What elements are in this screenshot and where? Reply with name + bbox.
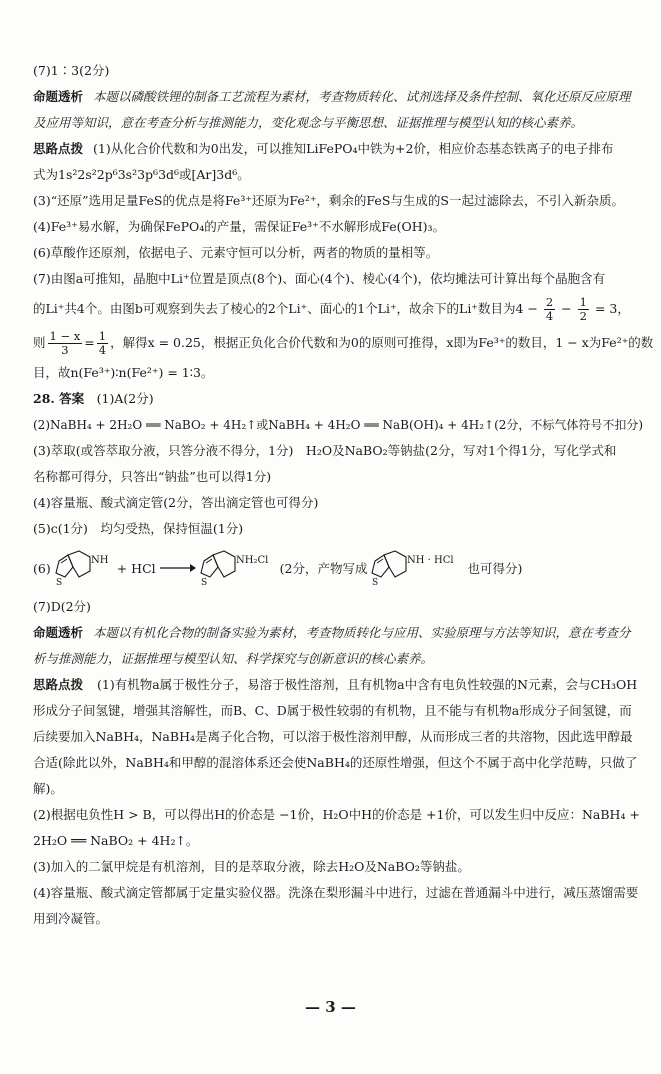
hint-7-conclusion: 目，故n(Fe³⁺)∶n(Fe²⁺) = 1∶3。 [33, 365, 214, 380]
hint-1-cont: 式为1s²2s²2p⁶3s²3p⁶3d⁶或[Ar]3d⁶。 [33, 167, 250, 182]
reaction-arrow-icon [160, 562, 196, 574]
answer-7: (7)1∶3(2分) [33, 63, 110, 78]
hint-7-fraction-line: 的Li⁺共4个。由图b可观察到失去了棱心的2个Li⁺、面心的1个Li⁺，故余下的Li⁺数目为4 − $\frac{2}{4}$ − $\frac{1}{2}$ = 3， [33, 295, 630, 323]
analysis-paragraph-1-cont: 及应用等知识，意在考查分析与推测能力，变化观念与平衡思想、证据推理与模型认知的核心素养。 [33, 115, 584, 130]
q28-answer-1: 28. 答案 (1)A(2分) [33, 391, 154, 406]
nh2cl-label: NH₂Cl [235, 555, 268, 566]
fraction-2-4: $\frac{2}{4}$ [545, 295, 554, 323]
hint-tag-2: 思路点拨 [33, 677, 84, 692]
hint-7-equation-line: 则 $\frac{1 - x}{3}$ = $\frac{1}{4}$ ，解得x = 0.25，根据正负化合价代数和为0的原则可推得，x即为Fe³⁺的数目，1 − x为Fe²⁺的数 [33, 329, 654, 357]
sulfur-label: S [372, 578, 379, 588]
hint-3: (3)“还原”选用足量FeS的优点是将Fe³⁺还原为Fe²⁺，剩余的FeS与生成的S一起过滤除去，不引入新杂质。 [33, 193, 624, 208]
page-number: — 3 — [305, 998, 356, 1016]
fraction-1-minus-x-over-3: $\frac{1 - x}{3}$ [49, 329, 81, 357]
q28-answer-4: (4)容量瓶、酸式滴定管(2分，答出滴定管也可得分) [33, 495, 319, 510]
q28-answer-6-reaction: (6) S NH + HCl S NH₂Cl (2分，产物写成 S NH · HCl 也可得分) [33, 542, 639, 594]
hint2-2-cont: 2H₂O ══ NaBO₂ + 4H₂↑。 [33, 833, 199, 848]
hint2-3: (3)加入的二氯甲烷是有机溶剂，目的是萃取分液，除去H₂O及NaBO₂等钠盐。 [33, 859, 470, 874]
hint-tag: 思路点拨 [33, 141, 84, 156]
analysis-tag: 命题透析 [33, 89, 84, 104]
hint2-4: (4)容量瓶、酸式滴定管都属于定量实验仪器。洗涤在梨形漏斗中进行，过滤在普通漏斗中进行，减压蒸馏需要用到冷凝管。 [33, 885, 639, 926]
q28-answer-3-cont: 名称都可得分，只答出“钠盐”也可以得1分) [33, 469, 272, 484]
product-structure-icon [196, 545, 280, 591]
hint-4: (4)Fe³⁺易水解，为确保FePO₄的产量，需保证Fe³⁺不水解形成Fe(OH)₃。 [33, 219, 446, 234]
fraction-1-4: $\frac{1}{4}$ [98, 329, 107, 357]
hint2-1: (1)有机物a属于极性分子，易溶于极性溶剂，且有机物a中含有电负性较强的N元素，会与CH₃OH形成分子间氢键，增强其溶解性，而B、C、D属于极性较弱的有机物，且不能与有机物a形成分子间氢键，而后续要加入NaBH₄，NaBH₄是离子化合物，可以溶于极性溶剂甲醇，从而形成三者的共溶物，因此选甲醇最合适(除此以外，NaBH₄和甲醇的混溶体系还会使NaBH₄的还原性增强，但这个不属于高中化学范畴，只做了解)。 [33, 677, 638, 796]
reactant-structure-icon [51, 545, 113, 591]
analysis-paragraph-2: 命题透析 本题以有机化合物的制备实验为素材，考查物质转化与应用、实验原理与方法等知识，意在考查分 [33, 625, 631, 640]
q28-answer-5: (5)c(1分) 均匀受热，保持恒温(1分) [33, 521, 244, 536]
hint-7: (7)由图a可推知，晶胞中Li⁺位置是顶点(8个)、面心(4个)、棱心(4个)，依均摊法可计算出每个晶胞含有 [33, 271, 606, 286]
q28-answer-2: (2)NaBH₄ + 2H₂O ══ NaBO₂ + 4H₂↑或NaBH₄ + 4H₂O ══ NaB(OH)₄ + 4H₂↑(2分，不标气体符号不扣分) [33, 418, 644, 432]
nh-hcl-label: NH · HCl [407, 555, 455, 566]
hint-1: 思路点拨 (1)从化合价代数和为0出发，可以推知LiFePO₄中铁为+2价，相应价态基态铁离子的电子排布 [33, 141, 614, 156]
analysis-paragraph-2-cont: 析与推测能力，证据推理与模型认知、科学探究与创新意识的核心素养。 [33, 651, 434, 666]
hint-6: (6)草酸作还原剂，依据电子、元素守恒可以分析，两者的物质的量相等。 [33, 245, 439, 260]
fraction-1-2: $\frac{1}{2}$ [579, 295, 587, 323]
analysis-tag-2: 命题透析 [33, 625, 84, 640]
sulfur-label: S [200, 578, 207, 588]
alt-product-structure-icon [367, 545, 467, 591]
q28-heading: 28. 答案 [33, 391, 85, 406]
q28-answer-7: (7)D(2分) [33, 599, 91, 614]
hint2-2: (2)根据电负性H > B，可以得出H的价态是 −1价，H₂O中H的价态是 +1价，可以发生归中反应：NaBH₄ + [33, 807, 640, 822]
sulfur-label: S [55, 578, 62, 588]
nh-label: NH [90, 555, 109, 566]
analysis-paragraph-1: 命题透析 本题以磷酸铁锂的制备工艺流程为素材，考查物质转化、试剂选择及条件控制、氧化还原反应原理 [33, 89, 631, 104]
q28-answer-3: (3)萃取(或答萃取分液，只答分液不得分，1分) H₂O及NaBO₂等钠盐(2分，写对1个得1分，写化学式和 [33, 443, 617, 458]
